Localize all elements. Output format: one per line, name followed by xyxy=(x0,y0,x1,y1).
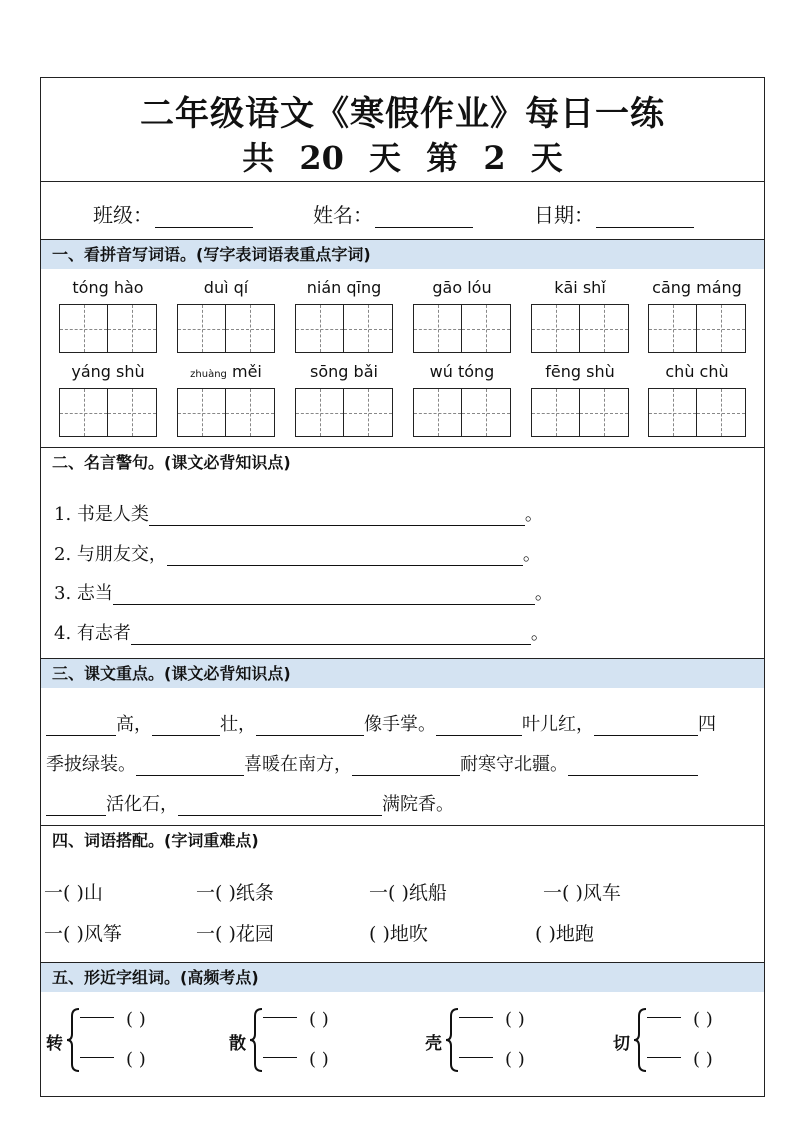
match-item[interactable]: ( )地跑 xyxy=(535,923,594,945)
curly-brace-icon xyxy=(65,1007,81,1073)
section3-heading: 三、课文重点。(课文必背知识点) xyxy=(41,658,764,688)
key-blank-9[interactable] xyxy=(46,797,106,816)
similar-char-group xyxy=(46,1003,206,1083)
writing-cell[interactable] xyxy=(344,388,393,437)
writing-cell[interactable] xyxy=(580,388,629,437)
quote-blank-1[interactable] xyxy=(149,507,525,526)
key-blank-3[interactable] xyxy=(256,717,364,736)
key-blank-7[interactable] xyxy=(352,757,460,776)
pinyin-text: chù chù xyxy=(665,362,729,381)
key-blank-8[interactable] xyxy=(568,757,698,776)
char-blank[interactable] xyxy=(459,1057,493,1058)
writing-cell[interactable] xyxy=(462,304,511,353)
writing-cell[interactable] xyxy=(177,388,226,437)
writing-cell[interactable] xyxy=(413,388,462,437)
pinyin-text: fēng shù xyxy=(545,362,615,381)
student-info-row xyxy=(41,181,764,239)
match-item[interactable]: 一( )山 xyxy=(44,882,103,904)
curly-brace-icon xyxy=(444,1007,460,1073)
section5-heading: 五、形近字组词。(高频考点) xyxy=(41,962,764,992)
match-item[interactable]: ( )地吹 xyxy=(369,923,428,945)
tianzi-grid xyxy=(177,304,275,353)
writing-cell[interactable] xyxy=(344,304,393,353)
char-blank[interactable] xyxy=(80,1057,114,1058)
class-blank[interactable] xyxy=(155,207,253,228)
word-paren[interactable]: ( ) xyxy=(505,1049,525,1070)
char-blank[interactable] xyxy=(459,1017,493,1018)
match-item[interactable]: 一( )风筝 xyxy=(44,923,122,945)
char-blank[interactable] xyxy=(647,1057,681,1058)
quote-blank-3[interactable] xyxy=(113,586,535,605)
pinyin-text: gāo lóu xyxy=(432,278,492,297)
curly-brace-icon xyxy=(248,1007,264,1073)
quote-item-4: 4. 有志者 。 xyxy=(54,623,549,644)
writing-cell[interactable] xyxy=(580,304,629,353)
pinyin-text: wú tóng xyxy=(429,362,495,381)
tianzi-grid xyxy=(59,304,157,353)
tianzi-grid xyxy=(295,388,393,437)
section2-heading: 二、名言警句。(课文必背知识点) xyxy=(41,447,764,477)
similar-char-group xyxy=(425,1003,585,1083)
date-blank[interactable] xyxy=(596,207,694,228)
base-character: 散 xyxy=(229,1034,246,1054)
key-blank-10[interactable] xyxy=(178,797,382,816)
tianzi-grid xyxy=(413,388,511,437)
class-field xyxy=(93,199,253,228)
curly-brace-icon xyxy=(632,1007,648,1073)
writing-cell[interactable] xyxy=(177,304,226,353)
tianzi-grid xyxy=(531,388,629,437)
writing-cell[interactable] xyxy=(697,304,746,353)
quote-item-2: 2. 与朋友交， 。 xyxy=(54,544,541,565)
writing-cell[interactable] xyxy=(295,388,344,437)
pinyin-text: tóng hào xyxy=(72,278,144,297)
class-label: 班级： xyxy=(93,203,153,227)
writing-cell[interactable] xyxy=(59,304,108,353)
title-block xyxy=(41,78,764,182)
char-blank[interactable] xyxy=(263,1057,297,1058)
key-blank-4[interactable] xyxy=(436,717,522,736)
writing-cell[interactable] xyxy=(648,388,697,437)
word-paren[interactable]: ( ) xyxy=(693,1049,713,1070)
match-item[interactable]: 一( )纸条 xyxy=(196,882,274,904)
name-label: 姓名： xyxy=(313,203,373,227)
match-item[interactable]: 一( )风车 xyxy=(543,882,621,904)
pinyin-text: kāi shǐ xyxy=(554,278,606,297)
writing-cell[interactable] xyxy=(413,304,462,353)
pinyin-text: yáng shù xyxy=(71,362,145,381)
writing-cell[interactable] xyxy=(697,388,746,437)
name-blank[interactable] xyxy=(375,207,473,228)
char-blank[interactable] xyxy=(263,1017,297,1018)
pinyin-text: nián qīng xyxy=(306,278,382,297)
section1-heading: 一、看拼音写词语。(写字表词语表重点字词) xyxy=(41,239,764,269)
tianzi-grid xyxy=(295,304,393,353)
tianzi-grid xyxy=(531,304,629,353)
writing-cell[interactable] xyxy=(226,388,275,437)
key-line-3: 活化石， 满院香。 xyxy=(46,790,454,816)
pinyin-text: sōng bǎi xyxy=(310,362,378,381)
worksheet xyxy=(40,77,765,1097)
similar-char-group xyxy=(613,1003,773,1083)
quote-item-3: 3. 志当 。 xyxy=(54,583,553,604)
writing-cell[interactable] xyxy=(531,388,580,437)
match-item[interactable]: 一( )花园 xyxy=(196,923,274,945)
quote-item-1: 1. 书是人类 。 xyxy=(54,504,543,525)
base-character: 转 xyxy=(46,1034,63,1054)
worksheet-subtitle: 共 20 天 第 2 天 xyxy=(242,139,563,177)
writing-cell[interactable] xyxy=(226,304,275,353)
similar-char-group xyxy=(229,1003,389,1083)
writing-cell[interactable] xyxy=(648,304,697,353)
writing-cell[interactable] xyxy=(108,304,157,353)
match-item[interactable]: 一( )纸船 xyxy=(369,882,447,904)
date-field xyxy=(534,199,694,228)
key-blank-5[interactable] xyxy=(594,717,698,736)
word-paren[interactable]: ( ) xyxy=(505,1009,525,1030)
tianzi-grid xyxy=(648,388,746,437)
pinyin-text: zhuàng měi xyxy=(190,362,262,381)
name-field xyxy=(313,199,473,228)
quote-blank-4[interactable] xyxy=(131,626,531,645)
char-blank[interactable] xyxy=(647,1017,681,1018)
tianzi-grid xyxy=(59,388,157,437)
word-paren[interactable]: ( ) xyxy=(309,1009,329,1030)
key-blank-6[interactable] xyxy=(136,757,244,776)
writing-cell[interactable] xyxy=(108,388,157,437)
base-character: 切 xyxy=(613,1034,630,1054)
word-paren[interactable]: ( ) xyxy=(126,1009,146,1030)
key-line-2: 季披绿装。 喜暖在南方， 耐寒守北疆。 xyxy=(46,750,698,776)
pinyin-text: duì qí xyxy=(203,278,249,297)
writing-cell[interactable] xyxy=(295,304,344,353)
word-paren[interactable]: ( ) xyxy=(126,1049,146,1070)
char-blank[interactable] xyxy=(80,1017,114,1018)
writing-cell[interactable] xyxy=(462,388,511,437)
word-paren[interactable]: ( ) xyxy=(693,1009,713,1030)
tianzi-grid xyxy=(648,304,746,353)
key-blank-2[interactable] xyxy=(152,717,220,736)
quote-blank-2[interactable] xyxy=(167,547,523,566)
tianzi-grid xyxy=(413,304,511,353)
pinyin-text: cāng máng xyxy=(652,278,742,297)
section4-heading: 四、词语搭配。(字词重难点) xyxy=(41,825,764,855)
date-label: 日期： xyxy=(534,203,594,227)
key-blank-1[interactable] xyxy=(46,717,116,736)
writing-cell[interactable] xyxy=(59,388,108,437)
tianzi-grid xyxy=(177,388,275,437)
key-line-1: 高， 壮， 像手掌。 叶儿红， 四 xyxy=(46,710,716,736)
writing-cell[interactable] xyxy=(531,304,580,353)
base-character: 壳 xyxy=(425,1034,442,1054)
worksheet-title: 二年级语文《寒假作业》每日一练 xyxy=(140,94,665,134)
word-paren[interactable]: ( ) xyxy=(309,1049,329,1070)
